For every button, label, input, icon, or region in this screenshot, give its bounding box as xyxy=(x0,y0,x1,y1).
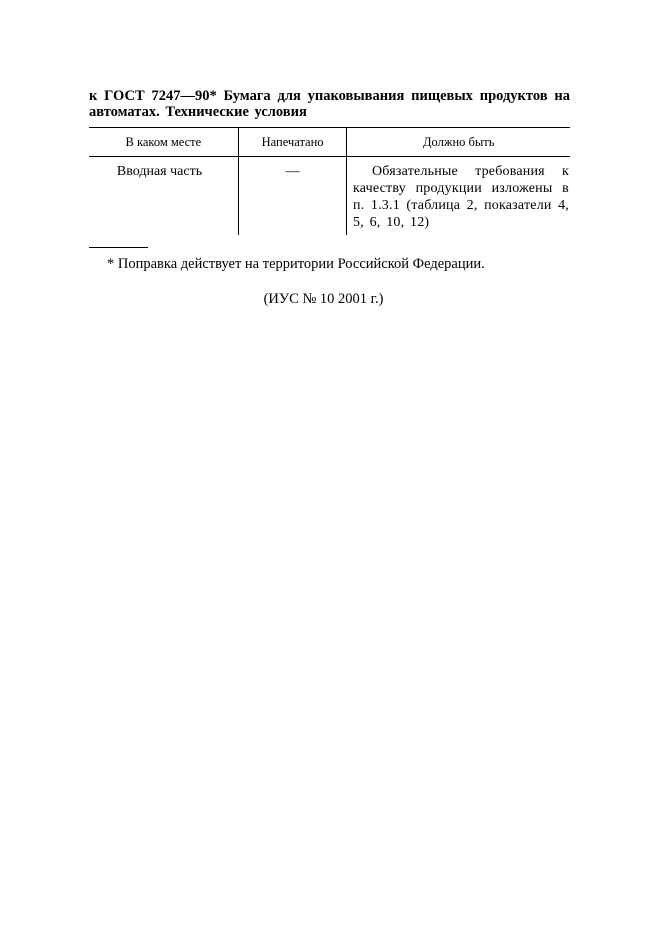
cell-place: Вводная часть xyxy=(116,164,203,179)
amendment-table xyxy=(89,127,570,235)
source-reference xyxy=(0,291,661,308)
amendment-title: к ГОСТ 7247—90* Бумага для упаковывания пищевых продуктов на автоматах. Технические условия xyxy=(89,88,570,120)
header-place: В каком месте xyxy=(125,135,202,149)
source-reference-text: (ИУС № 10 2001 г.) xyxy=(263,291,384,307)
cell-printed: — xyxy=(238,157,346,235)
footnote-divider xyxy=(89,247,148,248)
table-row xyxy=(89,157,570,235)
header-printed: Напечатано xyxy=(238,128,347,156)
cell-should-be-text: Обязательные требования к качеству продукции изложены в п. 1.3.1 (таблица 2, показатели 4, 5, 6, 10, 12) xyxy=(353,164,569,230)
header-should-be: Должно быть xyxy=(346,128,570,156)
cell-should-be xyxy=(346,157,569,235)
footnote: * Поправка действует на территории Российской Федерации. xyxy=(107,256,485,272)
table-header-row xyxy=(89,128,570,157)
